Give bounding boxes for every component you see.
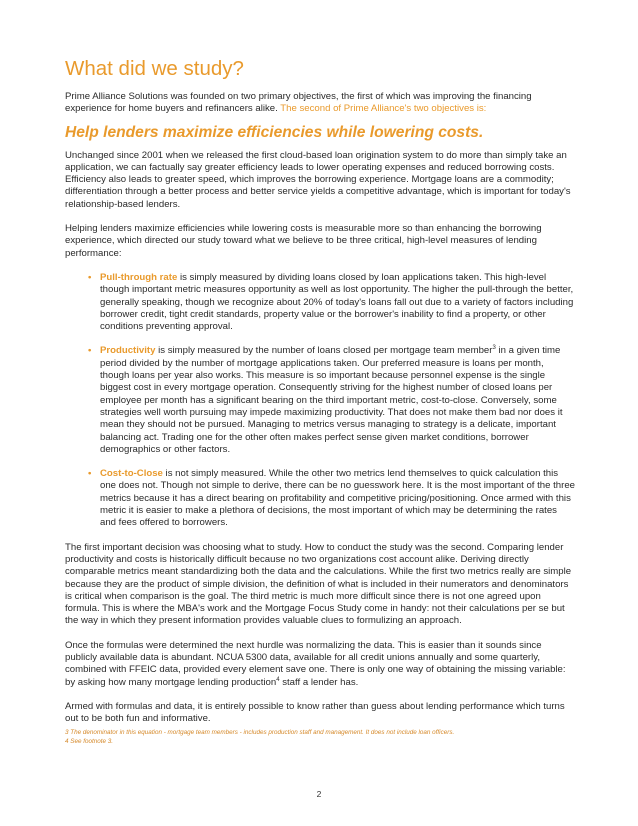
normalizing-text-a: Once the formulas were determined the next hurdle was normalizing the data. This is easier than it sounds since publicly available data is abundant. NCUA 5300 data, available for all credit unions annually and some quarterly, combined with FFEIC data, provided every element save one. There is only one way of obtaining the missing variable: by asking how many mortgage lending production: [65, 639, 566, 688]
normalizing-text-b: staff a lender has.: [279, 676, 359, 688]
paragraph-conclusion: Armed with formulas and data, it is entirely possible to know rather than guess about lending performance which turns out to be both fun and informative.: [65, 700, 565, 725]
paragraph-measures: Helping lenders maximize efficiencies while lowering costs is measurable more so than enhancing the borrowing experience, which directed our study toward what we believe to be three critical, high-level measures of lending performance:: [65, 223, 542, 259]
definition-productivity-a: is simply measured by the number of loans closed per mortgage team member: [155, 345, 493, 357]
list-item-productivity: [65, 345, 575, 456]
footnote-4: 4 See footnote 3.: [65, 737, 113, 745]
footnote-ref-4: 4: [276, 676, 280, 683]
page-number: 2: [316, 789, 322, 799]
footnote-ref-3: 3: [492, 345, 496, 352]
intro-highlight: The second of Prime Alliance's two objectives is:: [280, 103, 487, 115]
list-item-pull-through: [65, 272, 575, 333]
intro-text: Prime Alliance Solutions was founded on two primary objectives, the first of which was improving the financing experience for home buyers and refinancers alike.: [65, 91, 532, 115]
term-pull-through: Pull-through rate: [100, 271, 178, 283]
footnotes: [65, 729, 575, 746]
intro-paragraph: [65, 91, 575, 116]
paragraph-study-choice: The first important decision was choosing what to study. How to conduct the study was the second. Comparing lender productivity and costs is historically difficult because no two organizations cost account alike. Deriving directly comparable metrics meant standardizing both the data and the calculations. While the first two metrics really are simple because they are the product of simple division, the definition of what is included in their numerators and denominators is critical when comparison is the goal. The third metric is much more difficult since there is not one agreed upon formula. This is where the MBA's work and the Mortgage Focus Study come in handy: not their calculations per se but the way in which they present information provides valuable clues to formulizing an approach.: [65, 541, 572, 627]
bullet-marker: •: [88, 468, 92, 480]
definition-cost-to-close: is not simply measured. While the other two metrics lend themselves to quick calculation this one does not. Though not simple to derive, there can be no guesswork here. It is the most important of the three metrics because it has a direct bearing on profitability and competitive pricing/positioning. Once armed with this metric it is easier to make a plethora of decisions, the most important of which may be determining the rates and fees offered to borrowers.: [100, 468, 575, 529]
page-title: What did we study?: [65, 57, 244, 80]
footnote-3: 3 The denominator in this equation - mortgage team members - includes production staff and management. It does not include loan officers.: [65, 729, 455, 737]
definition-pull-through: is simply measured by dividing loans closed by loan applications taken. This high-level though important metric measures opportunity as well as lost opportunity. The higher the pull-through the better, generally speaking, though we recognize about 20% of today's loans fall out due to a variety of factors including borrower credit, tight credit standards, property value or the borrower's inability to find a property, or other conditions preventing approval.: [100, 271, 574, 333]
paragraph-efficiency: Unchanged since 2001 when we released the first cloud-based loan origination system to do more than simply take an application, we can factually say greater efficiency leads to lower operating expenses and reduced borrowing costs. Efficiency also leads to greater speed, which improves the borrowing experience. Mortgage loans are a commodity; differentiation through a better process and better service yields a competitive advantage, which is important for today's relationship-based lenders.: [65, 149, 571, 210]
list-item-cost-to-close: [65, 468, 575, 529]
section-subheading: Help lenders maximize efficiencies while lowering costs.: [65, 123, 484, 141]
definition-productivity-b: in a given time period divided by the number of mortgage applications taken. Our preferred measure is loans per month, though loans per year also works. This measure is so important because personnel expense is the single biggest cost in every mortgage operation. Consequently striving for the highest number of closed loans per employee per month has a significant bearing on the third important metric, cost-to-close. Conversely, some strategies well worth pursuing may impede maximizing productivity. That does not make them bad nor does it mean they should not be pursued. Managing to metrics versus managing to strategy is a delicate, important balancing act. Trading one for the other often makes perfect sense given market conditions, borrower demographics or other factors.: [100, 345, 563, 455]
page-content: [65, 57, 575, 746]
term-cost-to-close: Cost-to-Close: [100, 468, 163, 480]
bullet-marker: •: [88, 345, 92, 357]
paragraph-normalizing: [65, 640, 575, 689]
bullet-marker: •: [88, 271, 92, 283]
term-productivity: Productivity: [100, 345, 156, 357]
metrics-list: [65, 272, 575, 530]
